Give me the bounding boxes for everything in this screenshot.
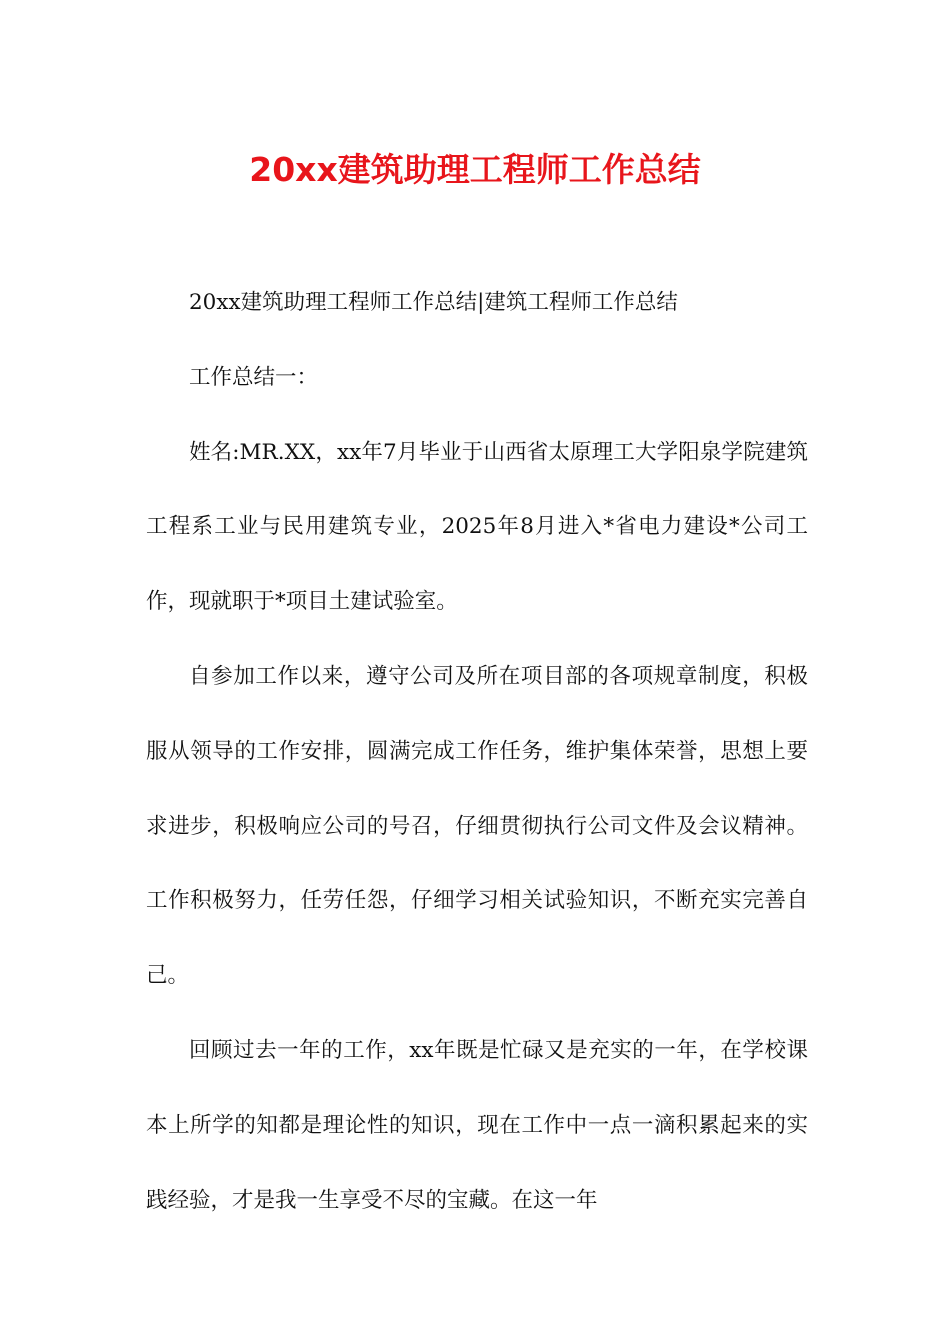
paragraph-section-heading: 工作总结一： bbox=[189, 364, 319, 390]
paragraph-subtitle: 20xx建筑助理工程师工作总结|建筑工程师工作总结 bbox=[189, 290, 678, 315]
document-body bbox=[146, 266, 808, 1238]
paragraph-profile: 姓名:MR.XX，xx年7月毕业于山西省太原理工大学阳泉学院建筑工程系工业与民用建筑专业，2025年8月进入*省电力建设*公司工作，现就职于*项目土建试验室。 bbox=[146, 439, 808, 615]
paragraph-review: 回顾过去一年的工作，xx年既是忙碌又是充实的一年，在学校课本上所学的知都是理论性的知识，现在工作中一点一滴积累起来的实践经验，才是我一生享受不尽的宝藏。在这一年 bbox=[146, 1037, 808, 1213]
document-title: 20xx建筑助理工程师工作总结 bbox=[249, 150, 701, 189]
paragraph-conduct: 自参加工作以来，遵守公司及所在项目部的各项规章制度，积极服从领导的工作安排，圆满完成工作任务，维护集体荣誉，思想上要求进步，积极响应公司的号召，仔细贯彻执行公司文件及会议精神。工作积极努力，任劳任怨，仔细学习相关试验知识，不断充实完善自己。 bbox=[146, 663, 808, 989]
